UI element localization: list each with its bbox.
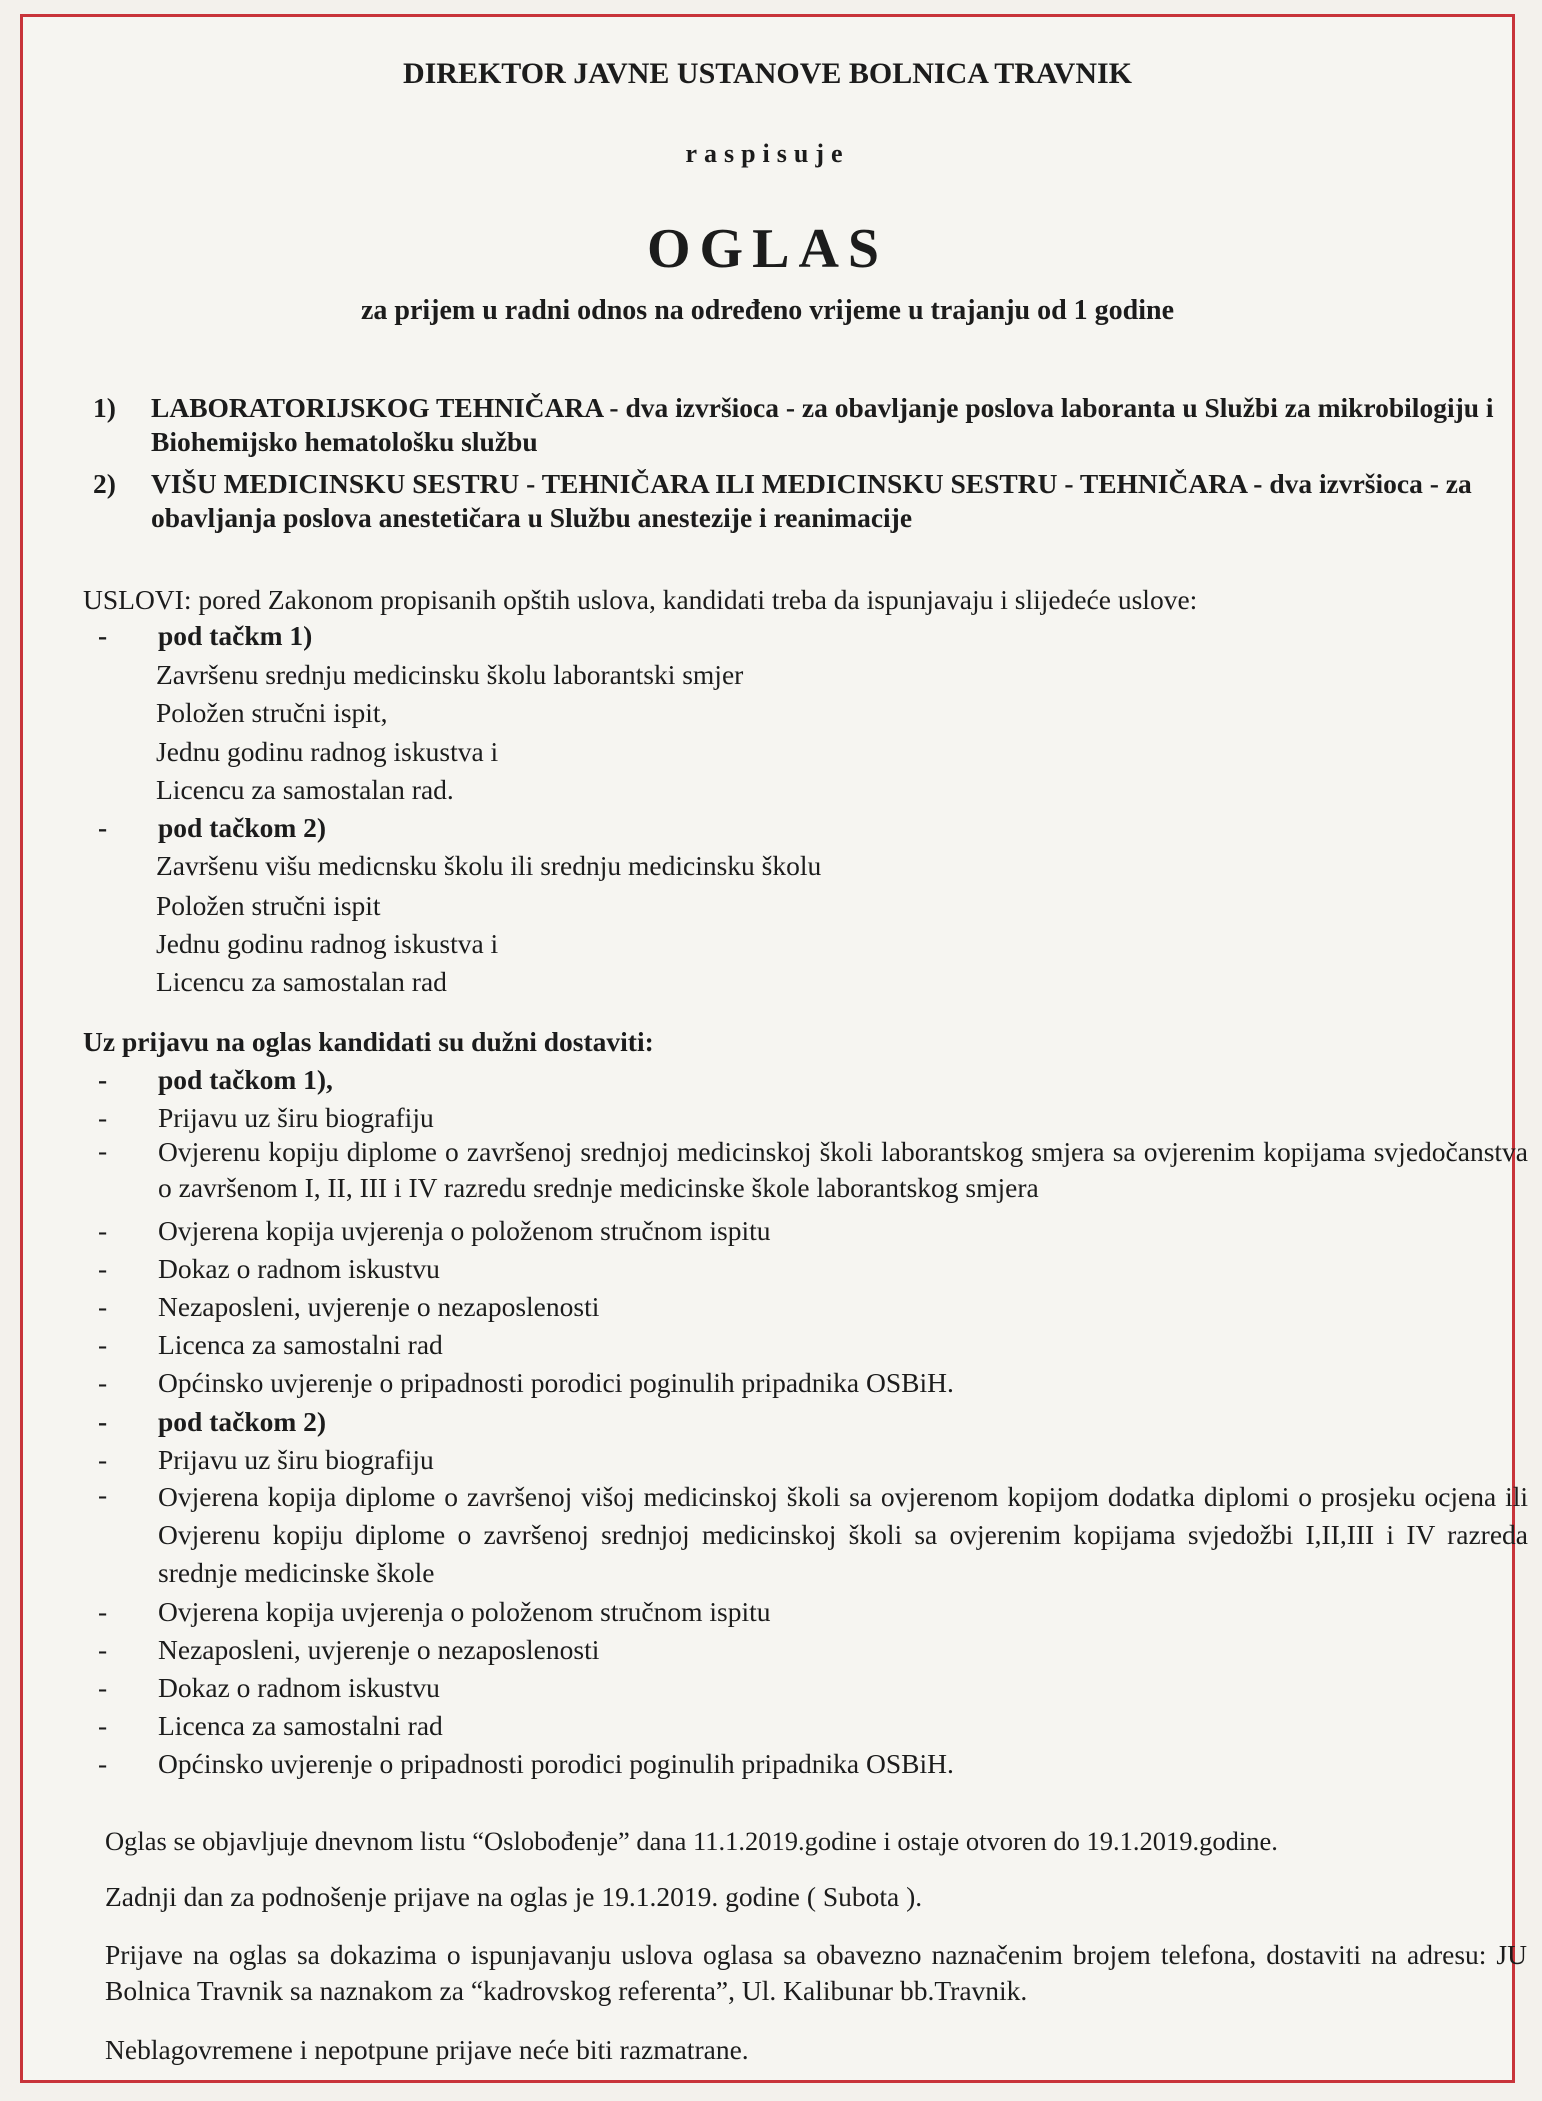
prijava-point1-item-row [23,1134,1528,1214]
dash: - [98,1215,108,1246]
uslovi-point2-heading: pod tačkom 2) [158,812,327,843]
dash: - [98,1406,108,1437]
position-number: 1) [93,392,116,423]
raspisuje-text: raspisuje [685,139,850,168]
address-info: Prijave na oglas sa dokazima o ispunjavanju uslova oglasa sa obavezno naznačenim brojem telefona, dostaviti na adresu: JU Bolnica Travnik sa naznakom za “kadrovskog referenta”, Ul. Kalibunar bb.Travnik. [105,1939,1527,2006]
prijava-point2-item: Dokaz o radnom iskustvu [158,1672,440,1703]
prijava-point2-item: Licenca za samostalni rad [158,1710,443,1741]
uslovi-point2-item: Licencu za samostalan rad [156,966,447,997]
dash: - [98,1135,108,1166]
prijava-point1-item: Dokaz o radnom iskustvu [158,1253,440,1284]
prijava-point2-heading: pod tačkom 2) [158,1406,327,1437]
uslovi-point1-item: Položen stručni ispit, [156,697,388,728]
dash: - [98,1253,108,1284]
uslovi-point1-item: Završenu srednju medicinsku školu laborantski smjer [156,659,744,690]
prijava-intro: Uz prijavu na oglas kandidati su dužni dostaviti: [83,1026,654,1057]
dash: - [98,1291,108,1322]
prijava-point2-item: Ovjerena kopija diplome o završenoj višoj medicinskoj školi sa ovjerenom kopijom dodatka diplomi o prosjeku ocjena ili Ovjerenu kopiju diplome o završenoj srednjoj medicinskoj školi sa ovjerenim kopijama svjedožbi I,II,III i IV razreda srednje medicinske škole [158,1481,1528,1588]
oglas-subtitle: za prijem u radni odnos na određeno vrijeme u trajanju od 1 godine [360,295,1175,326]
uslovi-point2-item: Položen stručni ispit [156,890,381,921]
uslovi-point2-item: Jednu godinu radnog iskustva i [156,928,499,959]
dash: - [98,1367,108,1398]
dash: - [98,1672,108,1703]
uslovi-point1-item: Licencu za samostalan rad. [156,774,454,805]
uslovi-intro: USLOVI: pored Zakonom propisanih opštih uslova, kandidati treba da ispunjavaju i slijedeće uslove: [83,584,1198,615]
prijava-point1-heading: pod tačkom 1), [158,1064,333,1095]
dash: - [98,1102,108,1133]
dash: - [98,1444,108,1475]
prijava-point2-item-row [23,1478,1528,1594]
uslovi-point1-heading: pod tačkm 1) [158,620,313,651]
dash: - [98,812,108,843]
prijava-point1-item: Ovjerena kopija uvjerenja o položenom stručnom ispitu [158,1215,771,1246]
prijava-point2-item: Nezaposleni, uvjerenje o nezaposlenosti [158,1634,600,1665]
published-info: Oglas se objavljuje dnevnom listu “Oslobođenje” dana 11.1.2019.godine i ostaje otvoren do 19.1.2019.godine. [105,1826,1278,1856]
dash: - [98,1634,108,1665]
dash: - [98,1479,108,1510]
prijava-point2-item: Ovjerena kopija uvjerenja o položenom stručnom ispitu [158,1596,771,1627]
position-number: 2) [93,468,116,499]
director-heading: DIREKTOR JAVNE USTANOVE BOLNICA TRAVNIK [402,57,1133,90]
dash: - [98,1596,108,1627]
prijava-point1-item: Licenca za samostalni rad [158,1329,443,1360]
note-info: Neblagovremene i nepotpune prijave neće biti razmatrane. [105,2034,749,2065]
uslovi-point2-item: Završenu višu medicnsku školu ili srednju medicinsku školu [156,850,822,881]
dash: - [98,1329,108,1360]
prijava-point1-item: Nezaposleni, uvjerenje o nezaposlenosti [158,1291,600,1322]
prijava-point1-item: Ovjerenu kopiju diplome o završenoj srednjoj medicinskoj školi laborantskog smjera sa ovjerenim kopijama svjedočanstva o završenom I, II, III i IV razredu srednje medicinske škole laborantskog smjera [158,1136,1528,1203]
prijava-point1-item: Općinsko uvjerenje o pripadnosti porodici poginulih pripadnika OSBiH. [158,1367,954,1398]
dash: - [98,1748,108,1779]
notice-frame [20,14,1528,2083]
dash: - [98,1064,108,1095]
deadline-info: Zadnji dan za podnošenje prijave na oglas je 19.1.2019. godine ( Subota ). [105,1881,923,1912]
uslovi-point1-item: Jednu godinu radnog iskustva i [156,736,499,767]
dash: - [98,1710,108,1741]
oglas-title: OGLAS [646,218,889,280]
position-text: VIŠU MEDICINSKU SESTRU - TEHNIČARA ILI MEDICINSKU SESTRU - TEHNIČARA - dva izvršioca - za obavljanja poslova anestetičara u Službu anestezije i reanimacije [151,468,1472,533]
position-text: LABORATORIJSKOG TEHNIČARA - dva izvršioca - za obavljanje poslova laboranta u Službi za mikrobilogiju i Biohemijsko hematološku službu [151,392,1494,457]
prijava-point2-item: Općinsko uvjerenje o pripadnosti porodici poginulih pripadnika OSBiH. [158,1748,954,1779]
dash: - [98,620,108,651]
prijava-point2-item: Prijavu uz širu biografiju [158,1444,434,1475]
prijava-point1-item: Prijavu uz širu biografiju [158,1102,434,1133]
